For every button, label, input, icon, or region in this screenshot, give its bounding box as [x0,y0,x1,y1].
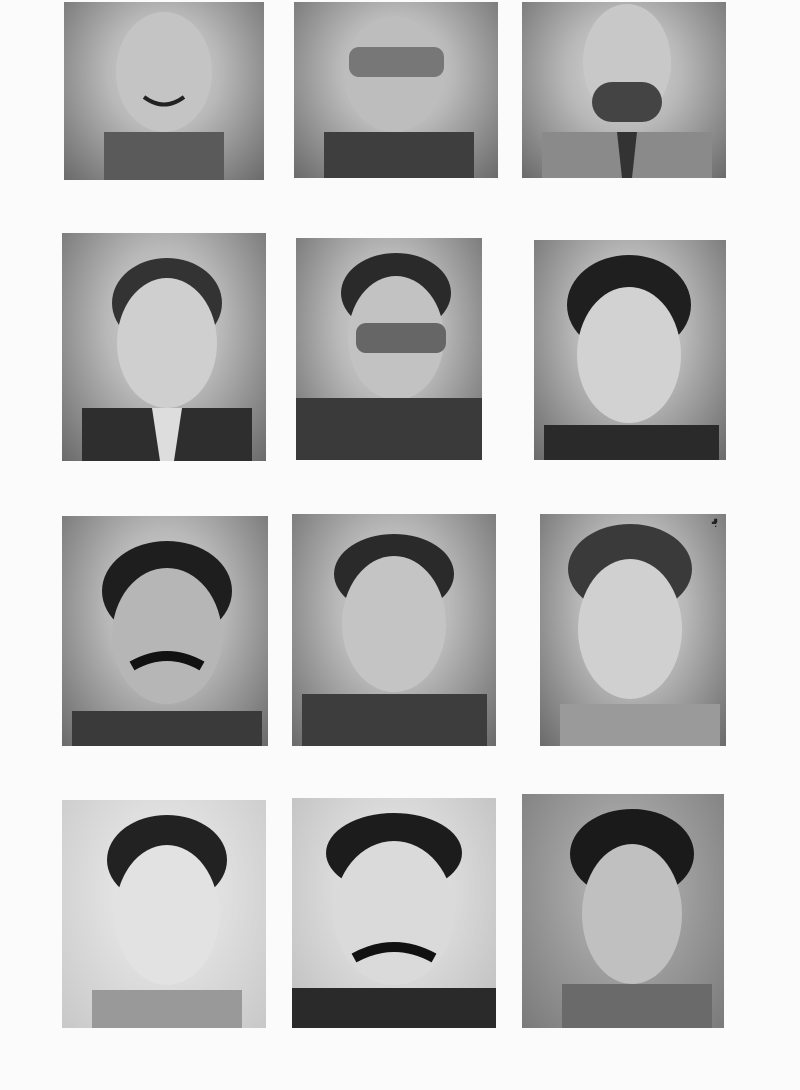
portrait-photo [62,233,266,461]
portrait-photo [522,794,724,1028]
portrait-photo [540,514,726,746]
margin-mark: ﺑ [712,508,719,529]
portrait-photo [64,2,264,180]
portrait-photo [62,800,266,1028]
portrait-photo [294,2,498,178]
portrait-photo [292,798,496,1028]
portrait-photo [296,238,482,460]
portrait-photo [522,2,726,178]
portrait-photo [292,514,496,746]
portrait-photo [534,240,726,460]
portrait-photo [62,516,268,746]
